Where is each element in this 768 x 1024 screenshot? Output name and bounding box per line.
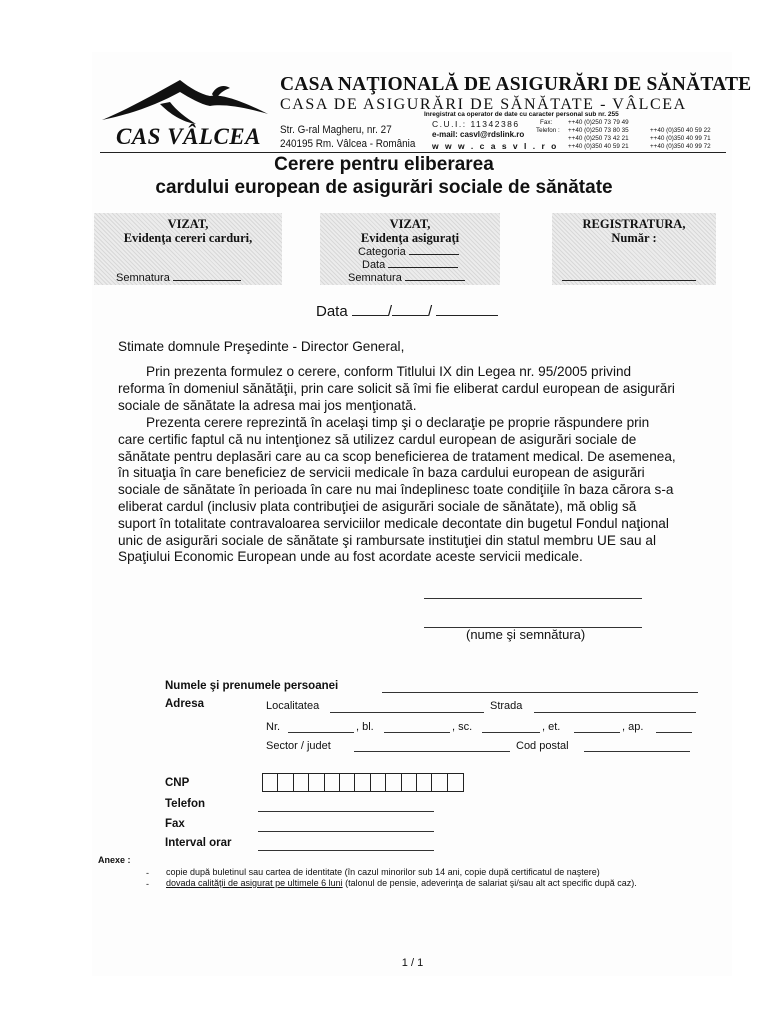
cnp-digit-cell[interactable] (417, 774, 432, 791)
list-bullet: - (146, 879, 149, 889)
stamp-box-title: REGISTRATURA, (582, 217, 686, 231)
name-input[interactable] (382, 692, 698, 693)
signature-label: Semnatura (348, 272, 402, 284)
signature-line[interactable] (424, 598, 642, 599)
phone-number: ++40 (0)250 73 80 35 (568, 127, 629, 134)
header-divider (100, 152, 726, 153)
org-name-local: CASA DE ASIGURĂRI DE SĂNĂTATE - VÂLCEA (280, 96, 687, 113)
cnp-digit-cell[interactable] (386, 774, 401, 791)
cnp-digit-cell[interactable] (402, 774, 417, 791)
date-field[interactable]: Data / / (316, 303, 498, 320)
stamp-box-card-records (94, 213, 282, 285)
nr-label: Nr. (266, 721, 281, 733)
stamp-box-insured-records (320, 213, 500, 285)
strada-input[interactable] (534, 712, 696, 713)
annex-item-underlined: dovada calităţii de asigurat pe ultimele 6 luni (166, 878, 343, 888)
category-label: Categoria (358, 246, 406, 258)
stamp-box-subtitle: Evidenţa asiguraţi (360, 231, 460, 245)
cod-postal-label: Cod postal (516, 740, 569, 752)
stamp-box-subtitle: Număr : (611, 231, 657, 245)
cnp-digit-cell[interactable] (432, 774, 447, 791)
document-title-line2: cardului european de asigurări sociale de sănătate (155, 177, 613, 198)
telefon-input[interactable] (258, 811, 434, 812)
stamp-box-title: VIZAT, (389, 217, 431, 231)
address-street: Str. G-ral Magheru, nr. 27 (280, 124, 392, 136)
cnp-digit-cell[interactable] (325, 774, 340, 791)
salutation: Stimate domnule Preşedinte - Director General, (118, 339, 405, 354)
category-field[interactable] (358, 244, 459, 258)
page-number: 1 / 1 (401, 957, 424, 969)
stamp-box-registry (552, 213, 716, 285)
contact-email: e-mail: casvl@rdslink.ro (432, 130, 525, 139)
interval-label: Interval orar (165, 837, 232, 849)
fax-number: ++40 (0)250 73 79 49 (568, 119, 629, 126)
phone-number: ++40 (0)350 40 59 21 (568, 143, 629, 150)
cnp-digit-cell[interactable] (278, 774, 293, 791)
list-bullet: - (146, 868, 149, 878)
annex-item (166, 878, 637, 888)
cnp-input[interactable] (262, 773, 464, 792)
et-input[interactable] (574, 732, 620, 733)
phone-number: ++40 (0)350 40 99 72 (650, 143, 711, 150)
phone-number: ++40 (0)350 40 59 22 (650, 127, 711, 134)
annex-item: copie după buletinul sau cartea de identitate (în cazul minorilor sub 14 ani, copie după certificatul de naştere) (166, 867, 600, 877)
cui-number: C.U.I.: 11342386 (432, 119, 520, 129)
date-label: Data (316, 303, 348, 320)
annex-item-rest: (talonul de pensie, adeverinţa de salariat şi/sau alt act specific după caz). (342, 878, 637, 888)
signature-label: Semnatura (116, 272, 170, 284)
signature-caption: (nume şi semnătura) (466, 627, 586, 642)
stamp-box-subtitle: Evidenţa cereri carduri, (123, 231, 253, 245)
stamp-box-title: VIZAT, (167, 217, 209, 231)
signature-field[interactable] (348, 270, 465, 284)
cnp-digit-cell[interactable] (309, 774, 324, 791)
sector-input[interactable] (354, 751, 510, 752)
localitatea-input[interactable] (330, 712, 484, 713)
phone-number: ++40 (0)250 73 42 21 (568, 135, 629, 142)
cnp-digit-cell[interactable] (263, 774, 278, 791)
sc-label: , sc. (452, 721, 473, 733)
telefon-label: Telefon : (536, 127, 560, 134)
phone-number: ++40 (0)350 40 99 71 (650, 135, 711, 142)
cnp-digit-cell[interactable] (294, 774, 309, 791)
localitatea-label: Localitatea (266, 700, 320, 712)
cnp-digit-cell[interactable] (448, 774, 463, 791)
sector-label: Sector / judet (266, 740, 331, 752)
address-city: 240195 Rm. Vâlcea - România (280, 138, 416, 150)
cod-postal-input[interactable] (584, 751, 690, 752)
request-paragraph: Prin prezenta formulez o cerere, conform Titlului IX din Legea nr. 95/2005 privind reforma în domeniul sănătăţii, prin care solicit să îmi fie eliberat cardul european de asigurări sociale de sănătate la adresa mai jos menţionată. (118, 364, 675, 413)
nr-input[interactable] (288, 732, 354, 733)
registry-number-field[interactable] (562, 270, 696, 284)
cnp-digit-cell[interactable] (371, 774, 386, 791)
contact-website: w w w . c a s v l . r o (432, 141, 559, 151)
address-label: Adresa (165, 698, 204, 710)
signature-field[interactable] (116, 270, 241, 284)
org-name-national: CASA NAŢIONALĂ DE ASIGURĂRI DE SĂNĂTATE (280, 74, 752, 95)
strada-label: Strada (490, 700, 523, 712)
et-label: , et. (542, 721, 561, 733)
telefon-label: Telefon (165, 798, 206, 810)
logo-text: CAS VÂLCEA (116, 124, 261, 149)
fax-input[interactable] (258, 831, 434, 832)
sc-input[interactable] (482, 732, 540, 733)
bl-input[interactable] (384, 732, 450, 733)
cnp-digit-cell[interactable] (340, 774, 355, 791)
cnp-digit-cell[interactable] (355, 774, 370, 791)
date-label: Data (362, 259, 386, 271)
annexes-label: Anexe : (98, 855, 131, 865)
interval-input[interactable] (258, 850, 434, 851)
ap-input[interactable] (656, 732, 692, 733)
bl-label: , bl. (356, 721, 374, 733)
declaration-paragraph: Prezenta cerere reprezintă în acelaşi timp şi o declaraţie pe proprie răspundere prin care certific faptul că nu intenţionez să utilizez cardul european de asigurări sociale de sănătate pentru deplasări care au ca scop beneficierea de tratament medical. De asemenea, în situaţia în care beneficiez de servicii medicale în baza cardului european de asigurări sociale de sănătate în perioada în care nu mai îndeplinesc toate condiţiile în baza cărora s-a eliberat cardul (inclusiv plata contribuţiei de asigurări sociale de sănătate), mă oblig să suport în totalitate contravaloarea serviciilor medicale decontate din bugetul Fondul naţional unic de asigurări sociale de sănătate şi rambursate instituţiei din statul membru UE sau al Spaţiului Economic European unde au fost acordate aceste servicii medicale. (118, 415, 676, 565)
ap-label: , ap. (622, 721, 644, 733)
document-title-line1: Cerere pentru eliberarea (274, 154, 494, 175)
fax-label: Fax (165, 818, 185, 830)
cas-logo-icon (100, 74, 270, 126)
date-field[interactable] (362, 257, 458, 271)
cnp-label: CNP (165, 777, 190, 789)
fax-label: Fax: (540, 119, 553, 126)
registration-note: Inregistrat ca operator de date cu caracter personal sub nr. 255 (424, 111, 619, 118)
name-label: Numele şi prenumele persoanei (165, 680, 339, 692)
